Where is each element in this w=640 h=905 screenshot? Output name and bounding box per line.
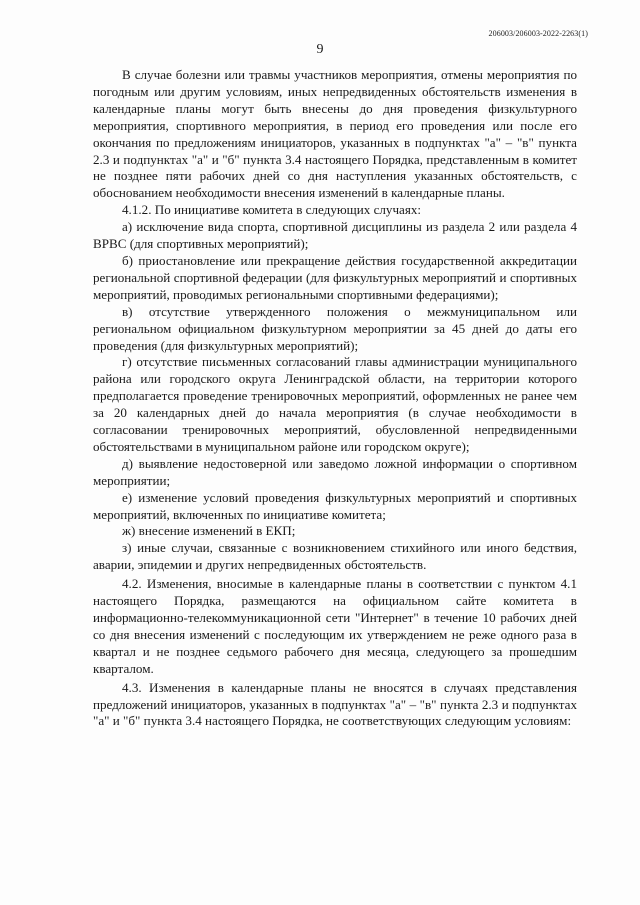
page-number: 9 bbox=[316, 42, 324, 57]
paragraph-item-e: е) изменение условий проведения физкультурных мероприятий и спортивных мероприятий, включенных по инициативе комитета; bbox=[93, 489, 577, 522]
paragraph-intro: В случае болезни или травмы участников мероприятия, отмены мероприятия по погодным или другим условиям, иных непредвиденных обстоятельств изменения в календарные планы могут быть внесены до дня проведения физкультурного мероприятия, спортивного мероприятия, в период его проведения или после его окончания по предложениям инициаторов, указанных в подпунктах "а" – "в" пункта 2.3 и подпунктах "а" и "б" пункта 3.4 настоящего Порядка, представленным в комитет не позднее пяти рабочих дней со дня наступления указанных обстоятельств, с обоснованием необходимости внесения изменений в календарные планы. bbox=[93, 67, 577, 201]
document-body bbox=[93, 67, 577, 730]
paragraph-item-d: д) выявление недостоверной или заведомо ложной информации о спортивном мероприятии; bbox=[93, 455, 577, 488]
paragraph-4-2: 4.2. Изменения, вносимые в календарные планы в соответствии с пунктом 4.1 настоящего Порядка, размещаются на официальном сайте комитета в информационно-телекоммуникационной сети "Интернет" в течение 10 рабочих дней со дня внесения изменений с последующим их утверждением не реже одного раза в квартал и не позднее седьмого рабочего дня месяца, следующего за прошедшим кварталом. bbox=[93, 576, 577, 676]
paragraph-item-g: г) отсутствие письменных согласований главы администрации муниципального района или городского округа Ленинградской области, на территории которого предполагается проведение тренировочных мероприятий, оформленных не ранее чем за 20 календарных дней до начала мероприятия (в случае необходимости в согласовании тренировочных мероприятий, обусловленной непредвиденными обстоятельствами в муниципальном районе или городском округе); bbox=[93, 354, 577, 454]
paragraph-item-zh: ж) внесение изменений в ЕКП; bbox=[122, 523, 296, 539]
document-id: 206003/206003-2022-2263(1) bbox=[488, 29, 588, 38]
paragraph-item-b: б) приостановление или прекращение действия государственной аккредитации региональной спортивной федерации (для физкультурных мероприятий и спортивных мероприятий, проводимых региональными спортивными федерациями); bbox=[93, 252, 577, 302]
paragraph-item-z: з) иные случаи, связанные с возникновением стихийного или иного бедствия, аварии, эпидемии и других непредвиденных обстоятельств. bbox=[93, 540, 577, 573]
paragraph-item-a: а) исключение вида спорта, спортивной дисциплины из раздела 2 или раздела 4 ВРВС (для спортивных мероприятий); bbox=[93, 219, 577, 252]
paragraph-item-v: в) отсутствие утвержденного положения о межмуниципальном или региональном официальном физкультурном мероприятии за 45 дней до даты его проведения (для физкультурных мероприятий); bbox=[93, 303, 577, 353]
paragraph-4-1-2: 4.1.2. По инициативе комитета в следующих случаях: bbox=[122, 202, 422, 218]
paragraph-4-3: 4.3. Изменения в календарные планы не вносятся в случаях представления предложений инициаторов, указанных в подпунктах "а" – "в" пункта 2.3 и подпунктах "а" и "б" пункта 3.4 настоящего Порядка, не соответствующих следующим условиям: bbox=[93, 679, 577, 729]
